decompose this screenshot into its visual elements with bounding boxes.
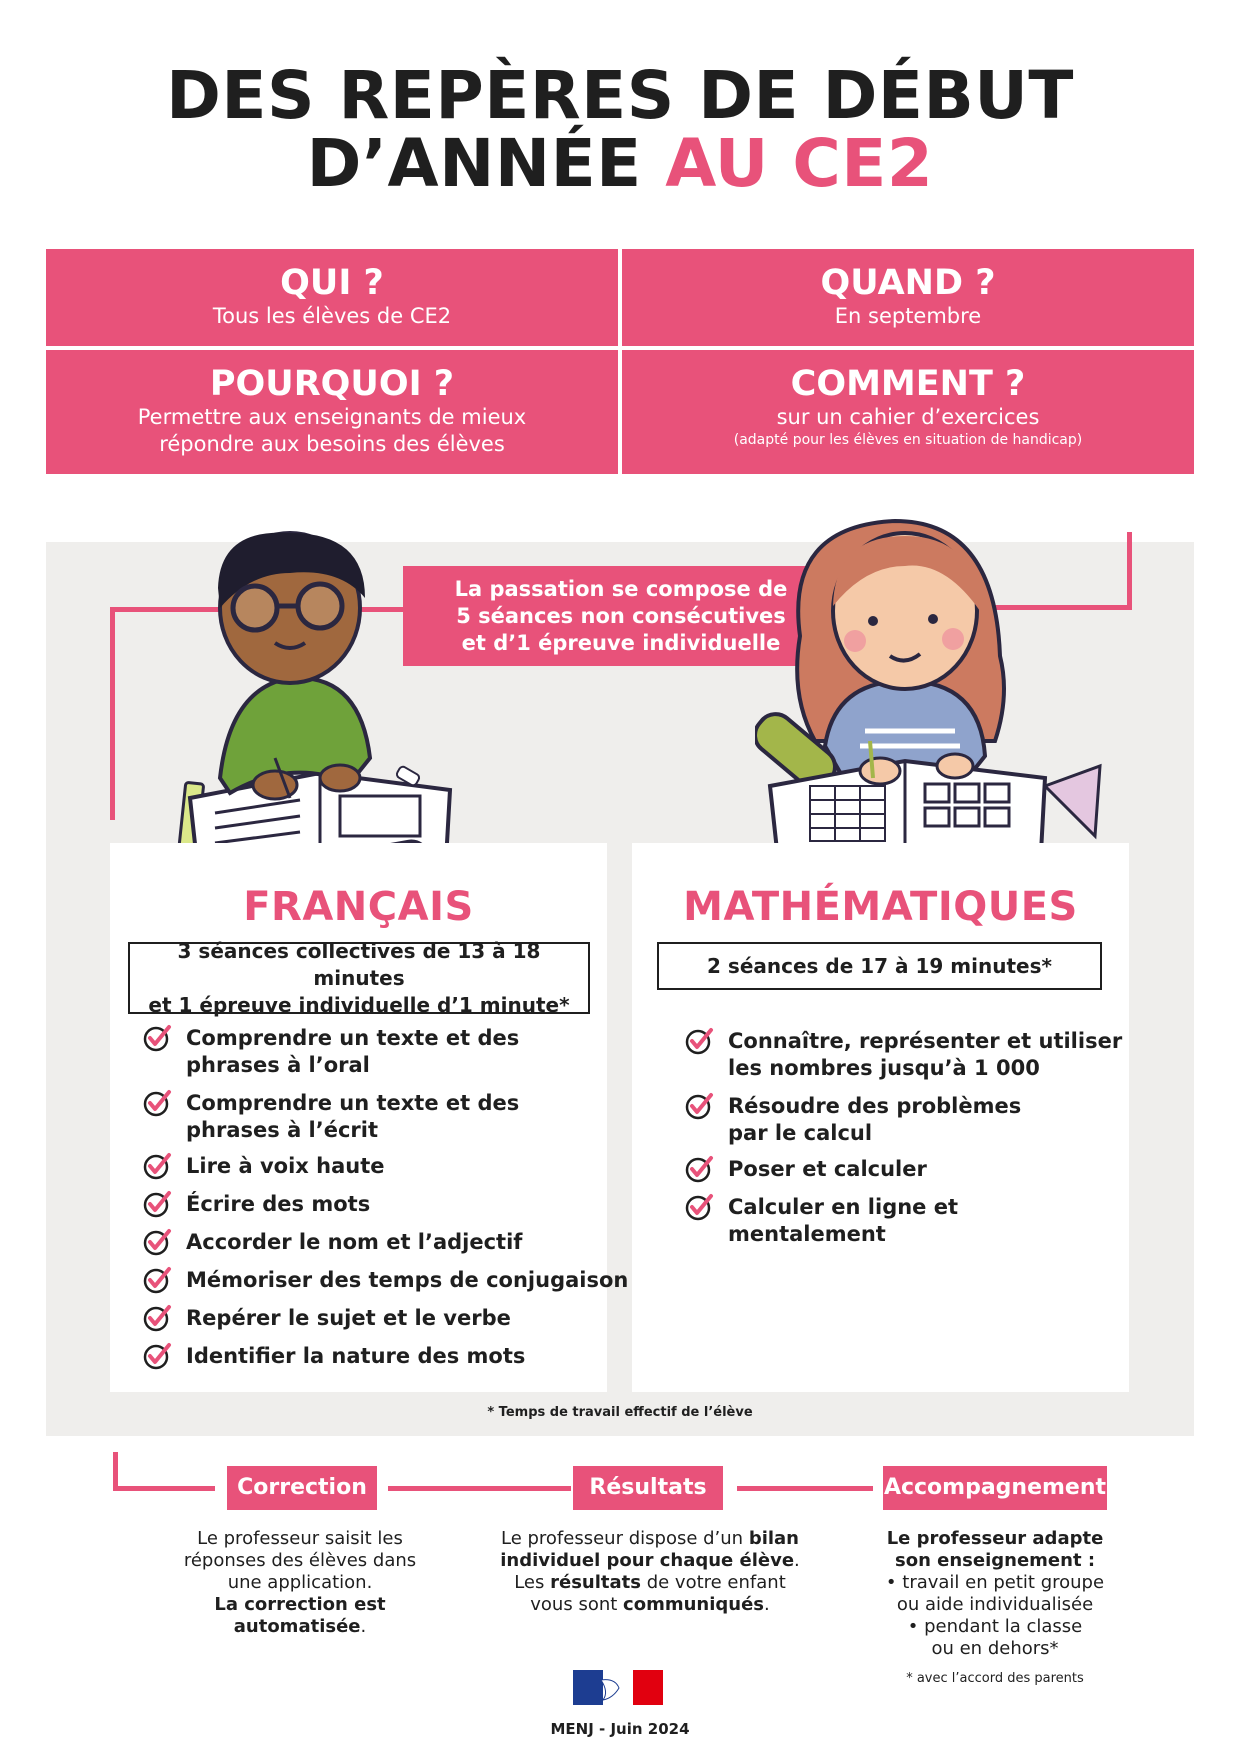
resultats-tag: Résultats: [573, 1466, 723, 1510]
correction-line-2: réponses des élèves dans: [183, 1550, 417, 1571]
resultats-line-4-c: .: [764, 1594, 770, 1615]
correction-line-3: une application.: [227, 1572, 373, 1593]
passation-line-1: La passation se compose de: [454, 576, 788, 601]
quand-heading: QUAND ?: [820, 263, 996, 303]
resultats-line-3: [480, 1572, 820, 1594]
check-icon: [685, 1091, 715, 1121]
resultats-line-4-b: communiqués: [623, 1594, 764, 1615]
correction-line-4-end: .: [360, 1616, 367, 1637]
process-line-3: [737, 1486, 873, 1491]
maths-skill-line: mentalement: [728, 1222, 886, 1246]
resultats-line-4-a: vous sont: [530, 1594, 624, 1615]
comment-heading: COMMENT ?: [790, 364, 1026, 404]
check-icon: [685, 1154, 715, 1184]
francais-title: FRANÇAIS: [243, 884, 474, 930]
resultats-line-2-end: .: [794, 1550, 800, 1571]
title-line-2-a: D’ANNÉE: [306, 125, 666, 202]
accompagnement-line-5: • pendant la classe: [907, 1616, 1083, 1637]
francais-skill-line: Repérer le sujet et le verbe: [186, 1306, 511, 1330]
maths-box-line: 2 séances de 17 à 19 minutes*: [707, 953, 1052, 978]
process-line-1: [113, 1486, 215, 1491]
quand-text: En septembre: [834, 304, 982, 328]
francais-skill-line: Lire à voix haute: [186, 1154, 385, 1178]
passation-line-2: 5 séances non consécutives: [456, 603, 786, 628]
resultats-text: [480, 1528, 820, 1616]
maths-title: MATHÉMATIQUES: [683, 884, 1078, 930]
process-line-2: [388, 1486, 571, 1491]
resultats-line-4: [480, 1594, 820, 1616]
process-line-start: [113, 1452, 118, 1490]
maths-skill-line: Connaître, représenter et utiliser: [728, 1029, 1123, 1053]
accompagnement-note: * avec l’accord des parents: [906, 1671, 1084, 1686]
accompagnement-line-6: ou en dehors*: [931, 1638, 1059, 1659]
accompagnement-line-1: [855, 1528, 1135, 1550]
francais-skill-line: phrases à l’oral: [186, 1053, 370, 1077]
accompagnement-line-1-bold: Le professeur adapte: [886, 1528, 1104, 1549]
francais-box-line-1: 3 séances collectives de 13 à 18 minutes: [177, 938, 541, 990]
francais-skill-line: Identifier la nature des mots: [186, 1344, 526, 1368]
pourquoi-text-2: répondre aux besoins des élèves: [159, 432, 505, 456]
accompagnement-text: [855, 1528, 1135, 1690]
correction-line-4: [150, 1594, 450, 1638]
francais-skill-line: phrases à l’écrit: [186, 1118, 379, 1142]
accompagnement-line-4: ou aide individualisée: [896, 1594, 1094, 1615]
maths-skill-line: les nombres jusqu’à 1 000: [728, 1056, 1040, 1080]
check-icon: [685, 1192, 715, 1222]
maths-skill-line: Calculer en ligne et: [728, 1195, 959, 1219]
republique-logo: [573, 1670, 663, 1705]
resultats-line-1-a: Le professeur dispose d’un: [500, 1528, 749, 1549]
resultats-line-2: [480, 1550, 820, 1572]
comment-text: sur un cahier d’exercices: [776, 405, 1040, 429]
resultats-line-3-c: de votre enfant: [640, 1572, 786, 1593]
footer-credit: MENJ - Juin 2024: [550, 1720, 690, 1738]
correction-bold: La correction est automatisée: [214, 1594, 386, 1637]
maths-skill-line: Résoudre des problèmes: [728, 1094, 1022, 1118]
resultats-line-3-a: Les: [514, 1572, 551, 1593]
footnote: * Temps de travail effectif de l’élève: [487, 1405, 753, 1420]
resultats-line-1: [480, 1528, 820, 1550]
maths-skill-line: par le calcul: [728, 1121, 873, 1145]
title-line-2-accent: AU CE2: [665, 125, 934, 202]
pourquoi-text-1: Permettre aux enseignants de mieux: [137, 405, 527, 429]
accompagnement-line-2: [855, 1550, 1135, 1572]
francais-skill-line: Comprendre un texte et des: [186, 1026, 520, 1050]
maths-skill-item: [728, 1028, 1122, 1082]
accompagnement-line-2-bold: son enseignement :: [894, 1550, 1096, 1571]
correction-tag: Correction: [227, 1466, 377, 1510]
maths-skill-item: [728, 1093, 1021, 1147]
comment-sub: (adapté pour les élèves en situation de handicap): [733, 432, 1083, 448]
passation-line-3: et d’1 épreuve individuelle: [461, 630, 781, 655]
resultats-line-2-bold: individuel pour chaque élève: [500, 1550, 795, 1571]
maths-skill-item: [728, 1194, 958, 1248]
maths-skill-line: Poser et calculer: [728, 1157, 927, 1181]
correction-text: [150, 1528, 450, 1638]
accompagnement-line-3: • travail en petit groupe: [885, 1572, 1105, 1593]
accompagnement-tag: Accompagnement: [883, 1466, 1107, 1510]
check-icon: [685, 1026, 715, 1056]
francais-box-line-2: et 1 épreuve individuelle d’1 minute*: [148, 992, 570, 1017]
francais-skill-line: Mémoriser des temps de conjugaison: [186, 1268, 629, 1292]
resultats-line-1-b: bilan: [748, 1528, 799, 1549]
francais-skill-line: Écrire des mots: [186, 1192, 371, 1216]
title-line-1: DES REPÈRES DE DÉBUT: [166, 57, 1074, 134]
resultats-line-3-b: résultats: [550, 1572, 641, 1593]
pourquoi-heading: POURQUOI ?: [209, 364, 455, 404]
francais-skill-line: Accorder le nom et l’adjectif: [186, 1230, 523, 1254]
francais-skill-line: Comprendre un texte et des: [186, 1091, 520, 1115]
qui-text: Tous les élèves de CE2: [212, 304, 452, 328]
correction-line-1: Le professeur saisit les: [197, 1528, 403, 1549]
qui-heading: QUI ?: [280, 263, 384, 303]
maths-skill-item: [728, 1156, 927, 1183]
